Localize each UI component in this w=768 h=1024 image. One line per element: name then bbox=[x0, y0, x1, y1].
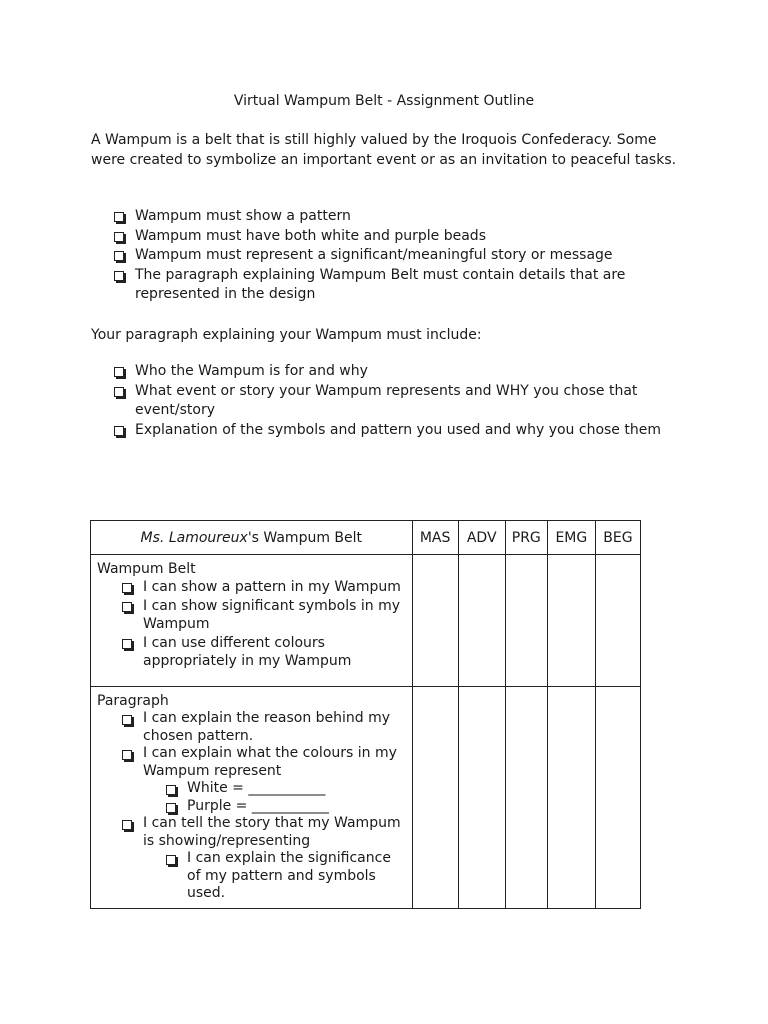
checkbox-icon bbox=[122, 750, 132, 760]
checkbox-icon bbox=[166, 785, 176, 795]
rubric-header-row bbox=[91, 521, 641, 555]
criteria-cell-belt bbox=[91, 555, 413, 687]
colour-white-item: White = ___________ bbox=[165, 780, 406, 798]
criteria-item: I can tell the story that my Wampum is showing/representing I can explain the significance of my pattern and symbols used. bbox=[121, 815, 406, 903]
criteria-item: I can explain what the colours in my Wampum represent White = ___________ Purple = ___________ bbox=[121, 745, 406, 815]
rating-cell[interactable] bbox=[595, 687, 640, 909]
list-item: Wampum must show a pattern bbox=[113, 207, 693, 227]
checkbox-icon bbox=[114, 251, 124, 261]
checkbox-icon bbox=[114, 271, 124, 281]
checkbox-icon bbox=[122, 715, 132, 725]
list-item: The paragraph explaining Wampum Belt must contain details that are represented in the design bbox=[113, 266, 693, 305]
intro-paragraph: A Wampum is a belt that is still highly valued by the Iroquois Confederacy. Some were created to symbolize an important event or as an invitation to peaceful tasks. bbox=[91, 132, 677, 168]
list-item: Who the Wampum is for and why bbox=[113, 362, 693, 382]
rating-cell[interactable] bbox=[505, 687, 547, 909]
level-emg-header: EMG bbox=[547, 521, 595, 555]
checkbox-icon bbox=[122, 639, 132, 649]
criteria-item: I can use different colours appropriately in my Wampum bbox=[121, 634, 406, 671]
rubric-title-cell: Ms. Lamoureux's Wampum Belt bbox=[91, 521, 413, 555]
rating-cell[interactable] bbox=[458, 687, 505, 909]
page-title: Virtual Wampum Belt - Assignment Outline bbox=[233, 93, 535, 109]
requirements-list bbox=[113, 207, 693, 305]
criteria-heading: Paragraph bbox=[97, 693, 169, 709]
level-adv-header: ADV bbox=[458, 521, 505, 555]
rating-cell[interactable] bbox=[412, 687, 458, 909]
rubric-row-paragraph bbox=[91, 687, 641, 909]
checkbox-icon bbox=[166, 803, 176, 813]
level-prg-header: PRG bbox=[505, 521, 547, 555]
checkbox-icon bbox=[114, 367, 124, 377]
rating-cell[interactable] bbox=[505, 555, 547, 687]
criteria-item: I can show significant symbols in my Wampum bbox=[121, 597, 406, 634]
level-beg-header: BEG bbox=[595, 521, 640, 555]
checkbox-icon bbox=[166, 855, 176, 865]
checkbox-icon bbox=[122, 820, 132, 830]
list-item: Wampum must represent a significant/meaningful story or message bbox=[113, 246, 693, 266]
rating-cell[interactable] bbox=[412, 555, 458, 687]
rating-cell[interactable] bbox=[547, 555, 595, 687]
list-item: What event or story your Wampum represents and WHY you chose that event/story bbox=[113, 382, 693, 421]
level-mas-header: MAS bbox=[412, 521, 458, 555]
checkbox-icon bbox=[122, 602, 132, 612]
criteria-subitem: I can explain the significance of my pattern and symbols used. bbox=[165, 850, 406, 903]
criteria-cell-paragraph bbox=[91, 687, 413, 909]
rating-cell[interactable] bbox=[595, 555, 640, 687]
rating-cell[interactable] bbox=[458, 555, 505, 687]
criteria-item: I can explain the reason behind my chosen pattern. bbox=[121, 710, 406, 745]
checkbox-icon bbox=[114, 232, 124, 242]
criteria-heading: Wampum Belt bbox=[97, 561, 196, 577]
list-item: Wampum must have both white and purple beads bbox=[113, 227, 693, 247]
checkbox-icon bbox=[122, 583, 132, 593]
checkbox-icon bbox=[114, 212, 124, 222]
rating-cell[interactable] bbox=[547, 687, 595, 909]
checkbox-icon bbox=[114, 387, 124, 397]
list-item: Explanation of the symbols and pattern you used and why you chose them bbox=[113, 421, 693, 441]
checkbox-icon bbox=[114, 426, 124, 436]
criteria-item: I can show a pattern in my Wampum bbox=[121, 578, 406, 597]
paragraph-requirements-list bbox=[113, 362, 693, 440]
paragraph-intro: Your paragraph explaining your Wampum must include: bbox=[91, 327, 482, 343]
rubric-row-belt bbox=[91, 555, 641, 687]
colour-purple-item: Purple = ___________ bbox=[165, 798, 406, 816]
rubric-table bbox=[90, 520, 641, 909]
